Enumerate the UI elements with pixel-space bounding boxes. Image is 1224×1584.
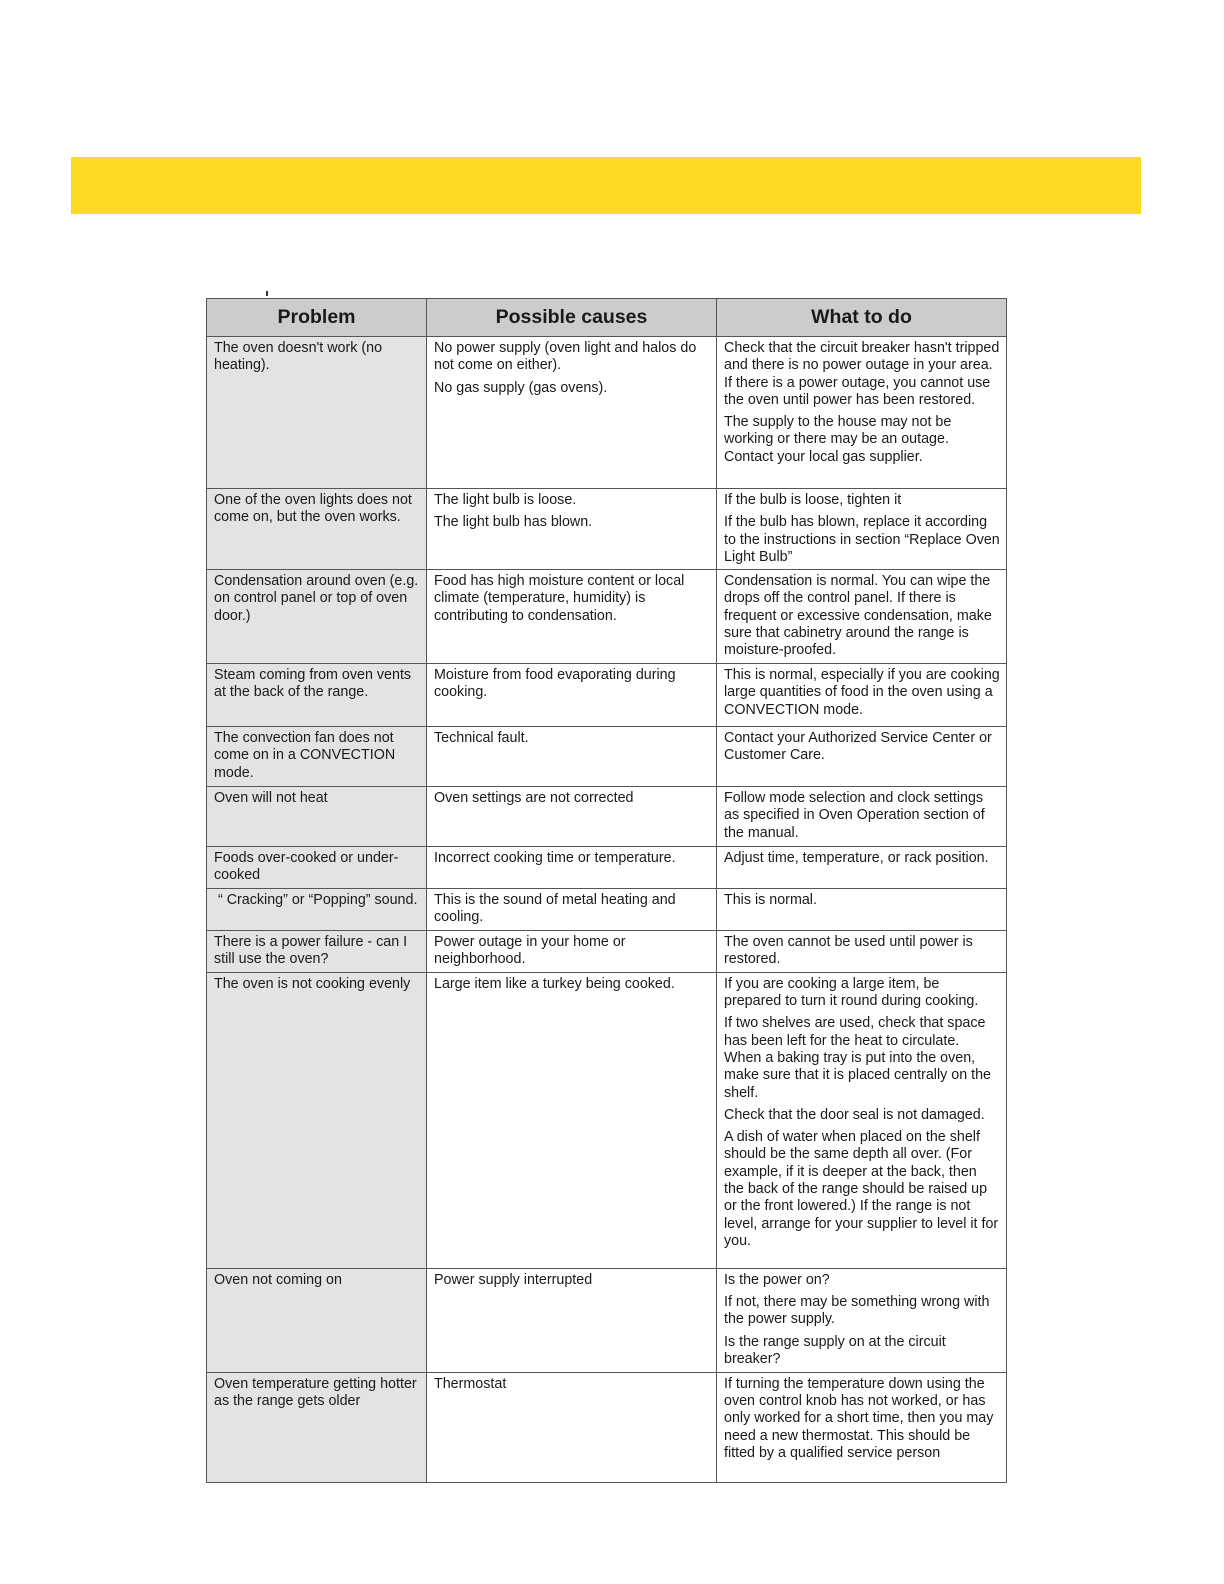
- causes-cell: [427, 727, 717, 787]
- causes-cell: [427, 1372, 717, 1482]
- action-text: The oven cannot be used until power is restored.: [724, 934, 973, 968]
- table-row: [207, 787, 1007, 847]
- causes-cell: [427, 931, 717, 973]
- action-text: Check that the door seal is not damaged.: [724, 1106, 985, 1123]
- table-row: [207, 931, 1007, 973]
- problem-text: Steam coming from oven vents at the back of the range.: [214, 667, 412, 701]
- troubleshooting-table: [206, 298, 1007, 1483]
- cause-text: Incorrect cooking time or temperature.: [434, 850, 676, 867]
- actions-cell: [717, 847, 1007, 889]
- problem-text: The oven doesn't work (no heating).: [214, 340, 383, 374]
- cause-text: Food has high moisture content or local climate (temperature, humidity) is contributing to condensation.: [434, 573, 685, 624]
- cause-text: No power supply (oven light and halos do not come on either).: [434, 340, 697, 374]
- table-row: [207, 727, 1007, 787]
- cause-text: Moisture from food evaporating during cooking.: [434, 667, 676, 701]
- action-text: If the bulb has blown, replace it according to the instructions in section “Replace Oven Light Bulb”: [724, 514, 1000, 565]
- action-text: Follow mode selection and clock settings as specified in Oven Operation section of the manual.: [724, 790, 985, 841]
- action-text: Contact your Authorized Service Center or Customer Care.: [724, 730, 992, 764]
- table-row: [207, 337, 1007, 489]
- action-text: Condensation is normal. You can wipe the drops off the control panel. If there is frequent or excessive condensation, make sure that cabinetry around the range is moisture-proofed.: [724, 573, 992, 659]
- problem-text: Oven will not heat: [214, 790, 328, 807]
- action-text: Is the power on?: [724, 1271, 830, 1288]
- problem-text: Oven temperature getting hotter as the range gets older: [214, 1375, 417, 1410]
- problem-cell: [207, 972, 427, 1268]
- problem-cell: [207, 889, 427, 931]
- action-text: A dish of water when placed on the shelf should be the same depth all over. (For example, if it is deeper at the back, then the back of the range should be raised up or the front lowered.) If the range is not level, arrange for your supplier to level it for you.: [724, 1129, 999, 1249]
- column-header-problem: Problem: [207, 299, 427, 337]
- actions-cell: [717, 889, 1007, 931]
- cause-text: The light bulb has blown.: [434, 514, 593, 531]
- actions-cell: [717, 570, 1007, 664]
- causes-cell: [427, 337, 717, 489]
- cause-text: No gas supply (gas ovens).: [434, 379, 608, 396]
- cause-text: Technical fault.: [434, 730, 529, 747]
- table-row: [207, 664, 1007, 727]
- cause-text: Power outage in your home or neighborhood.: [434, 934, 626, 968]
- cause-text: Thermostat: [434, 1375, 507, 1392]
- action-text: This is normal.: [724, 892, 817, 909]
- action-text: Adjust time, temperature, or rack position.: [724, 850, 989, 867]
- actions-cell: [717, 1372, 1007, 1482]
- action-text: Is the range supply on at the circuit breaker?: [724, 1333, 946, 1367]
- causes-cell: [427, 972, 717, 1268]
- causes-cell: [427, 847, 717, 889]
- cause-text: Large item like a turkey being cooked.: [434, 975, 675, 992]
- table-row: [207, 847, 1007, 889]
- action-text: This is normal, especially if you are cooking large quantities of food in the oven using a CONVECTION mode.: [724, 667, 1000, 718]
- table-row: [207, 1372, 1007, 1482]
- actions-cell: [717, 337, 1007, 489]
- problem-text: Oven not coming on: [214, 1271, 342, 1288]
- problem-text: Foods over-cooked or under-cooked: [214, 850, 399, 884]
- action-text: The supply to the house may not be working or there may be an outage. Contact your local gas supplier.: [724, 414, 952, 465]
- table-header-row: [207, 299, 1007, 337]
- problem-text: The oven is not cooking evenly: [214, 975, 411, 992]
- action-text: Check that the circuit breaker hasn't tripped and there is no power outage in your area. If there is a power outage, you cannot use the oven until power has been restored.: [724, 340, 1000, 408]
- action-text: If turning the temperature down using the oven control knob has not worked, or has only worked for a short time, then you may need a new thermostat. This should be fitted by a qualified service person: [724, 1375, 994, 1461]
- problem-cell: [207, 1372, 427, 1482]
- causes-cell: [427, 1268, 717, 1372]
- action-text: If the bulb is loose, tighten it: [724, 492, 902, 508]
- problem-cell: [207, 727, 427, 787]
- table-row: [207, 570, 1007, 664]
- causes-cell: [427, 889, 717, 931]
- cause-text: Power supply interrupted: [434, 1271, 593, 1288]
- causes-cell: [427, 489, 717, 570]
- problem-text: There is a power failure - can I still use the oven?: [214, 934, 408, 968]
- actions-cell: [717, 1268, 1007, 1372]
- problem-cell: [207, 1268, 427, 1372]
- problem-cell: [207, 787, 427, 847]
- problem-cell: [207, 570, 427, 664]
- actions-cell: [717, 931, 1007, 973]
- causes-cell: [427, 787, 717, 847]
- problem-text: One of the oven lights does not come on, but the oven works.: [214, 492, 412, 526]
- action-text: If you are cooking a large item, be prepared to turn it round during cooking.: [724, 975, 979, 1010]
- problem-cell: [207, 931, 427, 973]
- cause-text: This is the sound of metal heating and cooling.: [434, 892, 676, 926]
- problem-text: Condensation around oven (e.g. on control panel or top of oven door.): [214, 573, 419, 624]
- actions-cell: [717, 787, 1007, 847]
- problem-text: The convection fan does not come on in a CONVECTION mode.: [214, 730, 396, 781]
- stray-mark: [266, 291, 268, 296]
- causes-cell: [427, 664, 717, 727]
- table-row: [207, 972, 1007, 1268]
- column-header-causes: Possible causes: [427, 299, 717, 337]
- problem-text: “ Cracking” or “Popping” sound.: [214, 892, 418, 909]
- cause-text: Oven settings are not corrected: [434, 790, 634, 807]
- cause-text: The light bulb is loose.: [434, 492, 577, 508]
- header-banner: [71, 157, 1141, 214]
- table-row: [207, 1268, 1007, 1372]
- problem-cell: [207, 337, 427, 489]
- action-text: If not, there may be something wrong with the power supply.: [724, 1294, 990, 1328]
- problem-cell: [207, 489, 427, 570]
- table-row: [207, 489, 1007, 570]
- actions-cell: [717, 972, 1007, 1268]
- problem-cell: [207, 664, 427, 727]
- problem-cell: [207, 847, 427, 889]
- actions-cell: [717, 664, 1007, 727]
- actions-cell: [717, 489, 1007, 570]
- action-text: If two shelves are used, check that space has been left for the heat to circulate. When a baking tray is put into the oven, make sure that it is placed centrally on the shelf.: [724, 1015, 992, 1101]
- actions-cell: [717, 727, 1007, 787]
- table-row: [207, 889, 1007, 931]
- causes-cell: [427, 570, 717, 664]
- column-header-actions: What to do: [717, 299, 1007, 337]
